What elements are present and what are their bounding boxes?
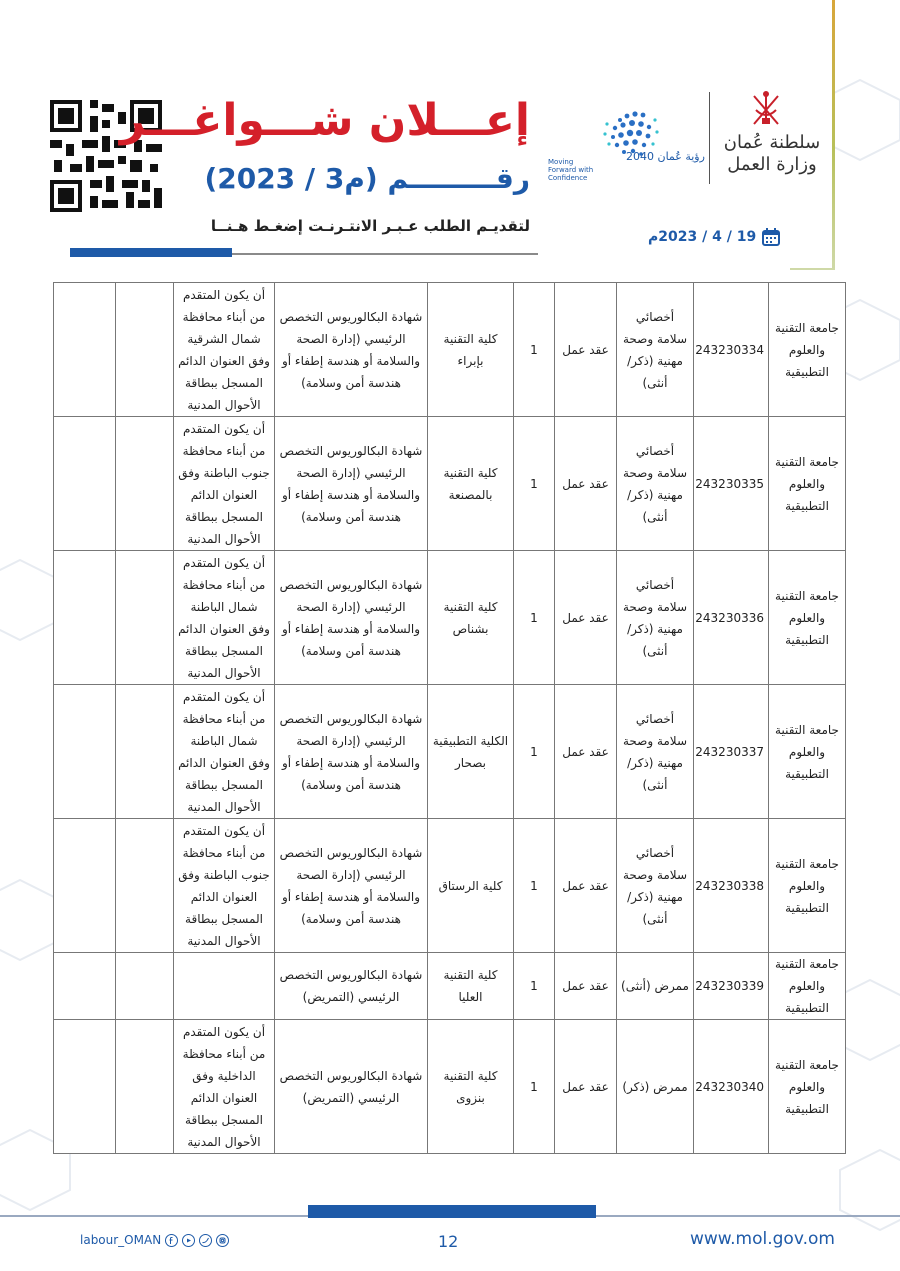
qualification-cell: شهادة البكالوريوس التخصص الرئيسي (إدارة الصحة والسلامة أو هندسة إطفاء أو هندسة أمن وسلامة)	[275, 685, 428, 819]
table-row	[54, 953, 846, 1020]
ministry-line-1: سلطنة عُمان	[723, 132, 821, 153]
empty-cell	[116, 417, 174, 551]
contract-cell: عقد عمل	[555, 685, 617, 819]
count-cell: 1	[514, 1020, 555, 1154]
table-row	[54, 417, 846, 551]
contract-cell: عقد عمل	[555, 283, 617, 417]
code-cell: 243230340	[694, 1020, 769, 1154]
job-title-cell: أخصائي سلامة وصحة مهنية (ذكر/أنثى)	[617, 283, 694, 417]
count-cell: 1	[514, 685, 555, 819]
location-cell: الكلية التطبيقية بصحار	[428, 685, 514, 819]
empty-cell	[54, 417, 116, 551]
condition-cell: أن يكون المتقدم من أبناء محافظة جنوب الباطنة وفق العنوان الدائم المسجل ببطاقة الأحوال المدنية	[174, 417, 275, 551]
empty-cell	[116, 685, 174, 819]
condition-cell: أن يكون المتقدم من أبناء محافظة الداخلية وفق العنوان الدائم المسجل ببطاقة الأحوال المدنية	[174, 1020, 275, 1154]
entity-cell: جامعة التقنية والعلوم التطبيقية	[769, 551, 846, 685]
table-row	[54, 551, 846, 685]
job-title-cell: أخصائي سلامة وصحة مهنية (ذكر/أنثى)	[617, 551, 694, 685]
location-cell: كلية التقنية بشناص	[428, 551, 514, 685]
entity-cell: جامعة التقنية والعلوم التطبيقية	[769, 819, 846, 953]
location-cell: كلية التقنية بإبراء	[428, 283, 514, 417]
social-links	[80, 1233, 229, 1247]
vision-tagline: Moving Forward with Confidence	[548, 158, 594, 182]
empty-cell	[54, 551, 116, 685]
youtube-icon[interactable]	[182, 1234, 195, 1247]
empty-cell	[116, 283, 174, 417]
code-cell: 243230339	[694, 953, 769, 1020]
empty-cell	[116, 1020, 174, 1154]
facebook-icon[interactable]	[165, 1234, 178, 1247]
oman-emblem	[748, 88, 784, 132]
job-title-cell: ممرض (أنثى)	[617, 953, 694, 1020]
empty-cell	[54, 819, 116, 953]
footer-accent	[308, 1205, 596, 1218]
logo-separator	[709, 92, 710, 184]
code-cell: 243230335	[694, 417, 769, 551]
vacancies-table	[53, 282, 846, 1154]
date-text: 19 / 4 / 2023م	[648, 229, 757, 245]
qualification-cell: شهادة البكالوريوس التخصص الرئيسي (إدارة الصحة والسلامة أو هندسة إطفاء أو هندسة أمن وسلامة)	[275, 417, 428, 551]
empty-cell	[116, 819, 174, 953]
table-row	[54, 1020, 846, 1154]
code-cell: 243230337	[694, 685, 769, 819]
code-cell: 243230334	[694, 283, 769, 417]
divider-accent	[70, 248, 232, 257]
count-cell: 1	[514, 819, 555, 953]
empty-cell	[116, 551, 174, 685]
contract-cell: عقد عمل	[555, 819, 617, 953]
vision-name: رؤية عُمان 2040	[626, 150, 705, 163]
publish-date	[648, 228, 780, 246]
entity-cell: جامعة التقنية والعلوم التطبيقية	[769, 417, 846, 551]
location-cell: كلية التقنية بنزوى	[428, 1020, 514, 1154]
entity-cell: جامعة التقنية والعلوم التطبيقية	[769, 953, 846, 1020]
location-cell: كلية التقنية بالمصنعة	[428, 417, 514, 551]
location-cell: كلية الرستاق	[428, 819, 514, 953]
condition-cell: أن يكون المتقدم من أبناء محافظة شمال الباطنة وفق العنوان الدائم المسجل ببطاقة الأحوال المدنية	[174, 551, 275, 685]
condition-cell: أن يكون المتقدم من أبناء محافظة شمال الشرقية وفق العنوان الدائم المسجل ببطاقة الأحوال المدنية	[174, 283, 275, 417]
apply-online-link[interactable]: لتقديـم الطلب عـبـر الانتـرنـت إضغـط هـنــا	[210, 217, 530, 235]
ministry-name	[722, 132, 822, 176]
contract-cell: عقد عمل	[555, 1020, 617, 1154]
empty-cell	[54, 1020, 116, 1154]
twitter-icon[interactable]	[199, 1234, 212, 1247]
location-cell: كلية التقنية العليا	[428, 953, 514, 1020]
empty-cell	[54, 953, 116, 1020]
code-cell: 243230338	[694, 819, 769, 953]
code-cell: 243230336	[694, 551, 769, 685]
qualification-cell: شهادة البكالوريوس التخصص الرئيسي (إدارة الصحة والسلامة أو هندسة إطفاء أو هندسة أمن وسلامة)	[275, 551, 428, 685]
count-cell: 1	[514, 953, 555, 1020]
page-number: 12	[438, 1232, 459, 1251]
count-cell: 1	[514, 551, 555, 685]
contract-cell: عقد عمل	[555, 953, 617, 1020]
website-link[interactable]: www.mol.gov.om	[690, 1229, 835, 1249]
empty-cell	[116, 953, 174, 1020]
announcement-number: رقـــــــــم (م3 / 2023)	[204, 162, 530, 195]
entity-cell: جامعة التقنية والعلوم التطبيقية	[769, 685, 846, 819]
table-row	[54, 283, 846, 417]
condition-cell: أن يكون المتقدم من أبناء محافظة شمال الباطنة وفق العنوان الدائم المسجل ببطاقة الأحوال المدنية	[174, 685, 275, 819]
empty-cell	[54, 685, 116, 819]
social-handle[interactable]: labour_OMAN	[80, 1233, 162, 1247]
qualification-cell: شهادة البكالوريوس التخصص الرئيسي (إدارة الصحة والسلامة أو هندسة إطفاء أو هندسة أمن وسلامة)	[275, 819, 428, 953]
contract-cell: عقد عمل	[555, 551, 617, 685]
calendar-icon	[762, 228, 780, 246]
contract-cell: عقد عمل	[555, 417, 617, 551]
entity-cell: جامعة التقنية والعلوم التطبيقية	[769, 283, 846, 417]
table-row	[54, 819, 846, 953]
page-title: إعـــلان شـــواغـــر	[119, 95, 530, 146]
condition-cell: أن يكون المتقدم من أبناء محافظة جنوب الباطنة وفق العنوان الدائم المسجل ببطاقة الأحوال المدنية	[174, 819, 275, 953]
job-title-cell: أخصائي سلامة وصحة مهنية (ذكر/أنثى)	[617, 819, 694, 953]
table-row	[54, 685, 846, 819]
qualification-cell: شهادة البكالوريوس التخصص الرئيسي (التمريض)	[275, 1020, 428, 1154]
qualification-cell: شهادة البكالوريوس التخصص الرئيسي (إدارة الصحة والسلامة أو هندسة إطفاء أو هندسة أمن وسلامة)	[275, 283, 428, 417]
job-title-cell: أخصائي سلامة وصحة مهنية (ذكر/أنثى)	[617, 417, 694, 551]
job-title-cell: ممرض (ذكر)	[617, 1020, 694, 1154]
count-cell: 1	[514, 283, 555, 417]
entity-cell: جامعة التقنية والعلوم التطبيقية	[769, 1020, 846, 1154]
qualification-cell: شهادة البكالوريوس التخصص الرئيسي (التمريض)	[275, 953, 428, 1020]
empty-cell	[54, 283, 116, 417]
condition-cell	[174, 953, 275, 1020]
instagram-icon[interactable]	[216, 1234, 229, 1247]
job-title-cell: أخصائي سلامة وصحة مهنية (ذكر/أنثى)	[617, 685, 694, 819]
count-cell: 1	[514, 417, 555, 551]
ministry-line-2: وزارة العمل	[727, 154, 817, 175]
